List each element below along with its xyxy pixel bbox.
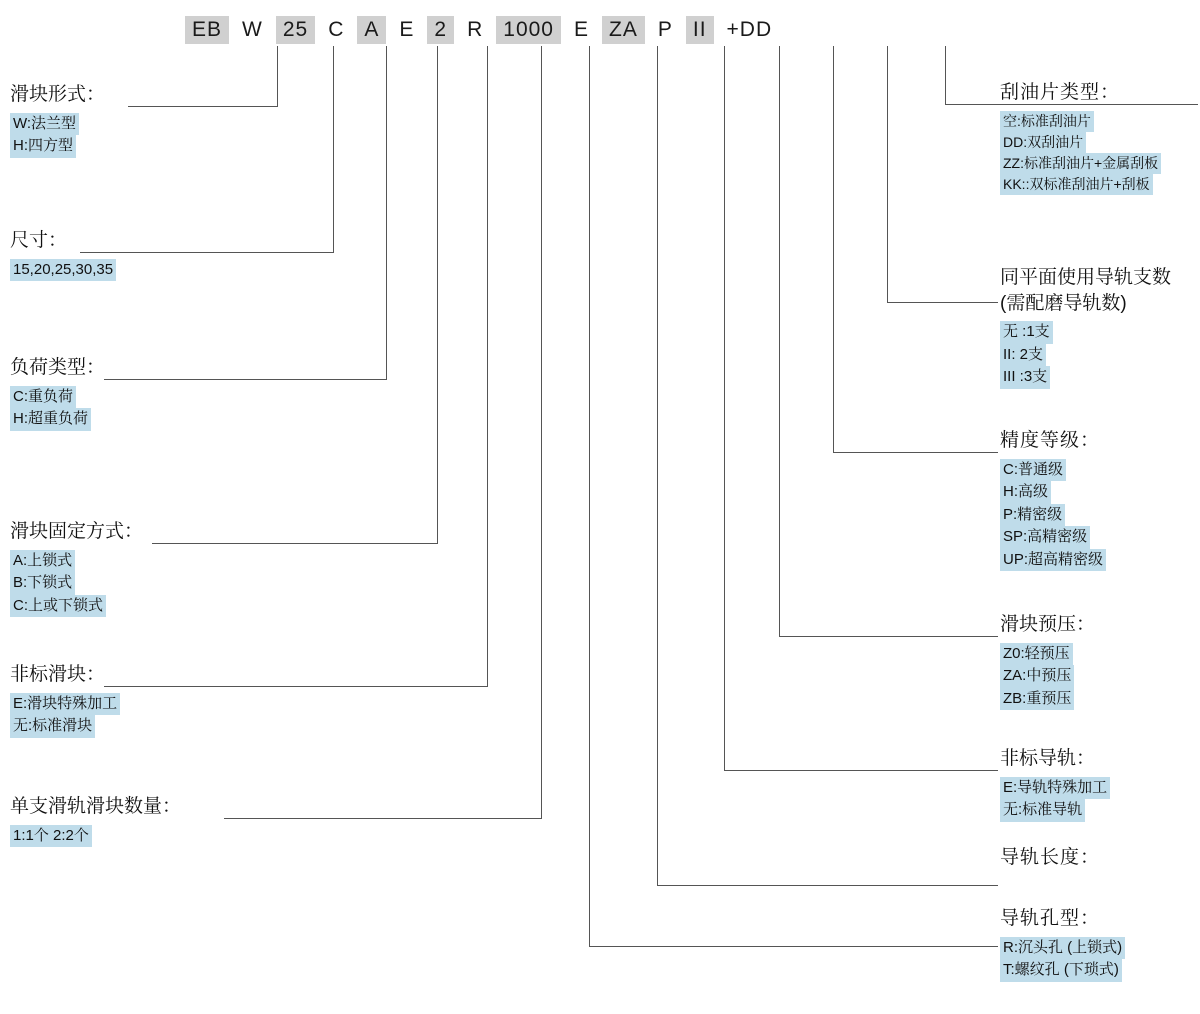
block-title: 滑块固定方式： bbox=[10, 521, 144, 542]
leader-line-vertical bbox=[333, 46, 334, 252]
option-item: P:精密级 bbox=[1000, 504, 1065, 527]
leader-line-vertical bbox=[779, 46, 780, 636]
leader-line-vertical bbox=[657, 46, 658, 885]
option-item: 15,20,25,30,35 bbox=[10, 259, 116, 282]
leader-line-horizontal bbox=[224, 818, 542, 819]
option-item: B:下锁式 bbox=[10, 572, 75, 595]
option-item: ZZ:标准刮油片+金属刮板 bbox=[1000, 153, 1161, 174]
code-segment: +DD bbox=[726, 18, 773, 41]
leader-line-vertical bbox=[437, 46, 438, 543]
block-options bbox=[10, 259, 116, 282]
code-segment: EB bbox=[185, 16, 229, 44]
option-item: 无 :1支 bbox=[1000, 321, 1053, 344]
block-options bbox=[1000, 111, 1161, 195]
leader-line-vertical bbox=[589, 46, 590, 946]
option-item: 空:标准刮油片 bbox=[1000, 111, 1094, 132]
leader-line-vertical bbox=[833, 46, 834, 452]
block-title: 精度等级： bbox=[1000, 430, 1101, 451]
block-options bbox=[1000, 321, 1171, 389]
leader-line-horizontal bbox=[104, 379, 387, 380]
block-title: 非标导轨： bbox=[1000, 748, 1096, 769]
option-item: SP:高精密级 bbox=[1000, 526, 1090, 549]
code-segment: E bbox=[399, 18, 415, 41]
leader-line-vertical bbox=[277, 46, 278, 106]
block-title: 刮油片类型： bbox=[1000, 82, 1121, 103]
option-item: E:导轨特殊加工 bbox=[1000, 777, 1110, 800]
option-item: T:螺纹孔 (下琐式) bbox=[1000, 959, 1122, 982]
block-title: 非标滑块： bbox=[10, 664, 106, 685]
option-item: DD:双刮油片 bbox=[1000, 132, 1086, 153]
leader-line-horizontal bbox=[80, 252, 334, 253]
option-item: 无:标准导轨 bbox=[1000, 799, 1085, 822]
option-item: ZB:重预压 bbox=[1000, 688, 1074, 711]
leader-line-horizontal bbox=[128, 106, 278, 107]
option-item: 1:1个 2:2个 bbox=[10, 825, 92, 848]
option-item: R:沉头孔 (上锁式) bbox=[1000, 937, 1125, 960]
block-options bbox=[1000, 643, 1095, 711]
annotation-block-load-type bbox=[10, 355, 105, 431]
annotation-block-rail-hole-type bbox=[1000, 906, 1125, 982]
option-item: II: 2支 bbox=[1000, 344, 1046, 367]
leader-line-vertical bbox=[724, 46, 725, 770]
option-item: 无:标准滑块 bbox=[10, 715, 95, 738]
code-segment: A bbox=[357, 16, 386, 44]
block-title: 尺寸： bbox=[10, 230, 68, 251]
option-item: C:普通级 bbox=[1000, 459, 1066, 482]
leader-line-vertical bbox=[487, 46, 488, 686]
annotation-block-wiper-type bbox=[1000, 80, 1161, 195]
block-options bbox=[10, 825, 181, 848]
option-item: KK::双标准刮油片+刮板 bbox=[1000, 174, 1153, 195]
leader-line-vertical bbox=[887, 46, 888, 302]
code-segment: II bbox=[686, 16, 714, 44]
option-item: ZA:中预压 bbox=[1000, 665, 1074, 688]
leader-line-vertical bbox=[945, 46, 946, 104]
leader-line-horizontal bbox=[724, 770, 998, 771]
leader-line-vertical bbox=[541, 46, 542, 818]
option-item: III :3支 bbox=[1000, 366, 1050, 389]
annotation-block-rail-length bbox=[1000, 845, 1100, 871]
block-title: 导轨孔型： bbox=[1000, 908, 1101, 929]
leader-line-horizontal bbox=[657, 885, 998, 886]
block-title-line1: 同平面使用导轨支数 bbox=[1000, 267, 1172, 288]
code-segment: 25 bbox=[276, 16, 315, 44]
annotation-block-preload bbox=[1000, 612, 1095, 710]
leader-line-horizontal bbox=[104, 686, 488, 687]
annotation-block-nonstandard-block bbox=[10, 662, 120, 738]
code-segment: 1000 bbox=[496, 16, 561, 44]
block-title: 滑块预压： bbox=[1000, 614, 1096, 635]
code-segment: P bbox=[657, 18, 673, 41]
block-options bbox=[1000, 937, 1125, 982]
block-title-line2: (需配磨导轨数) bbox=[1000, 292, 1127, 314]
option-item: A:上锁式 bbox=[10, 550, 75, 573]
leader-line-horizontal bbox=[779, 636, 998, 637]
annotation-block-accuracy-grade bbox=[1000, 428, 1106, 571]
block-title: 滑块形式： bbox=[10, 84, 106, 105]
option-item: H:高级 bbox=[1000, 481, 1051, 504]
block-title: 单支滑轨滑块数量： bbox=[10, 796, 182, 817]
annotation-block-slider-type bbox=[10, 82, 105, 158]
annotation-block-mounting-type bbox=[10, 519, 143, 617]
leader-line-horizontal bbox=[589, 946, 998, 947]
code-segment: E bbox=[573, 18, 589, 41]
option-item: C:上或下锁式 bbox=[10, 595, 106, 618]
block-options bbox=[10, 550, 143, 618]
option-item: UP:超高精密级 bbox=[1000, 549, 1106, 572]
block-options bbox=[10, 693, 120, 738]
leader-line-horizontal bbox=[887, 302, 998, 303]
annotation-block-blocks-per-rail bbox=[10, 794, 181, 847]
block-options bbox=[1000, 777, 1110, 822]
annotation-block-size bbox=[10, 228, 116, 281]
leader-line-horizontal bbox=[833, 452, 998, 453]
leader-line-horizontal bbox=[152, 543, 438, 544]
leader-line-vertical bbox=[386, 46, 387, 379]
block-options bbox=[1000, 459, 1106, 572]
code-segment: C bbox=[328, 18, 345, 41]
option-item: E:滑块特殊加工 bbox=[10, 693, 120, 716]
option-item: H:超重负荷 bbox=[10, 408, 91, 431]
annotation-block-nonstandard-rail bbox=[1000, 746, 1110, 822]
option-item: W:法兰型 bbox=[10, 113, 79, 136]
block-title: 负荷类型： bbox=[10, 357, 106, 378]
block-title: 导轨长度： bbox=[1000, 847, 1101, 868]
code-segment: R bbox=[467, 18, 484, 41]
option-item: C:重负荷 bbox=[10, 386, 76, 409]
block-options bbox=[10, 113, 105, 158]
block-options bbox=[10, 386, 105, 431]
code-segment: W bbox=[242, 18, 263, 41]
part-number-code bbox=[185, 16, 779, 44]
option-item: Z0:轻预压 bbox=[1000, 643, 1073, 666]
option-item: H:四方型 bbox=[10, 135, 76, 158]
annotation-block-rails-per-plane bbox=[1000, 265, 1171, 389]
code-segment: 2 bbox=[427, 16, 454, 44]
code-segment: ZA bbox=[602, 16, 645, 44]
